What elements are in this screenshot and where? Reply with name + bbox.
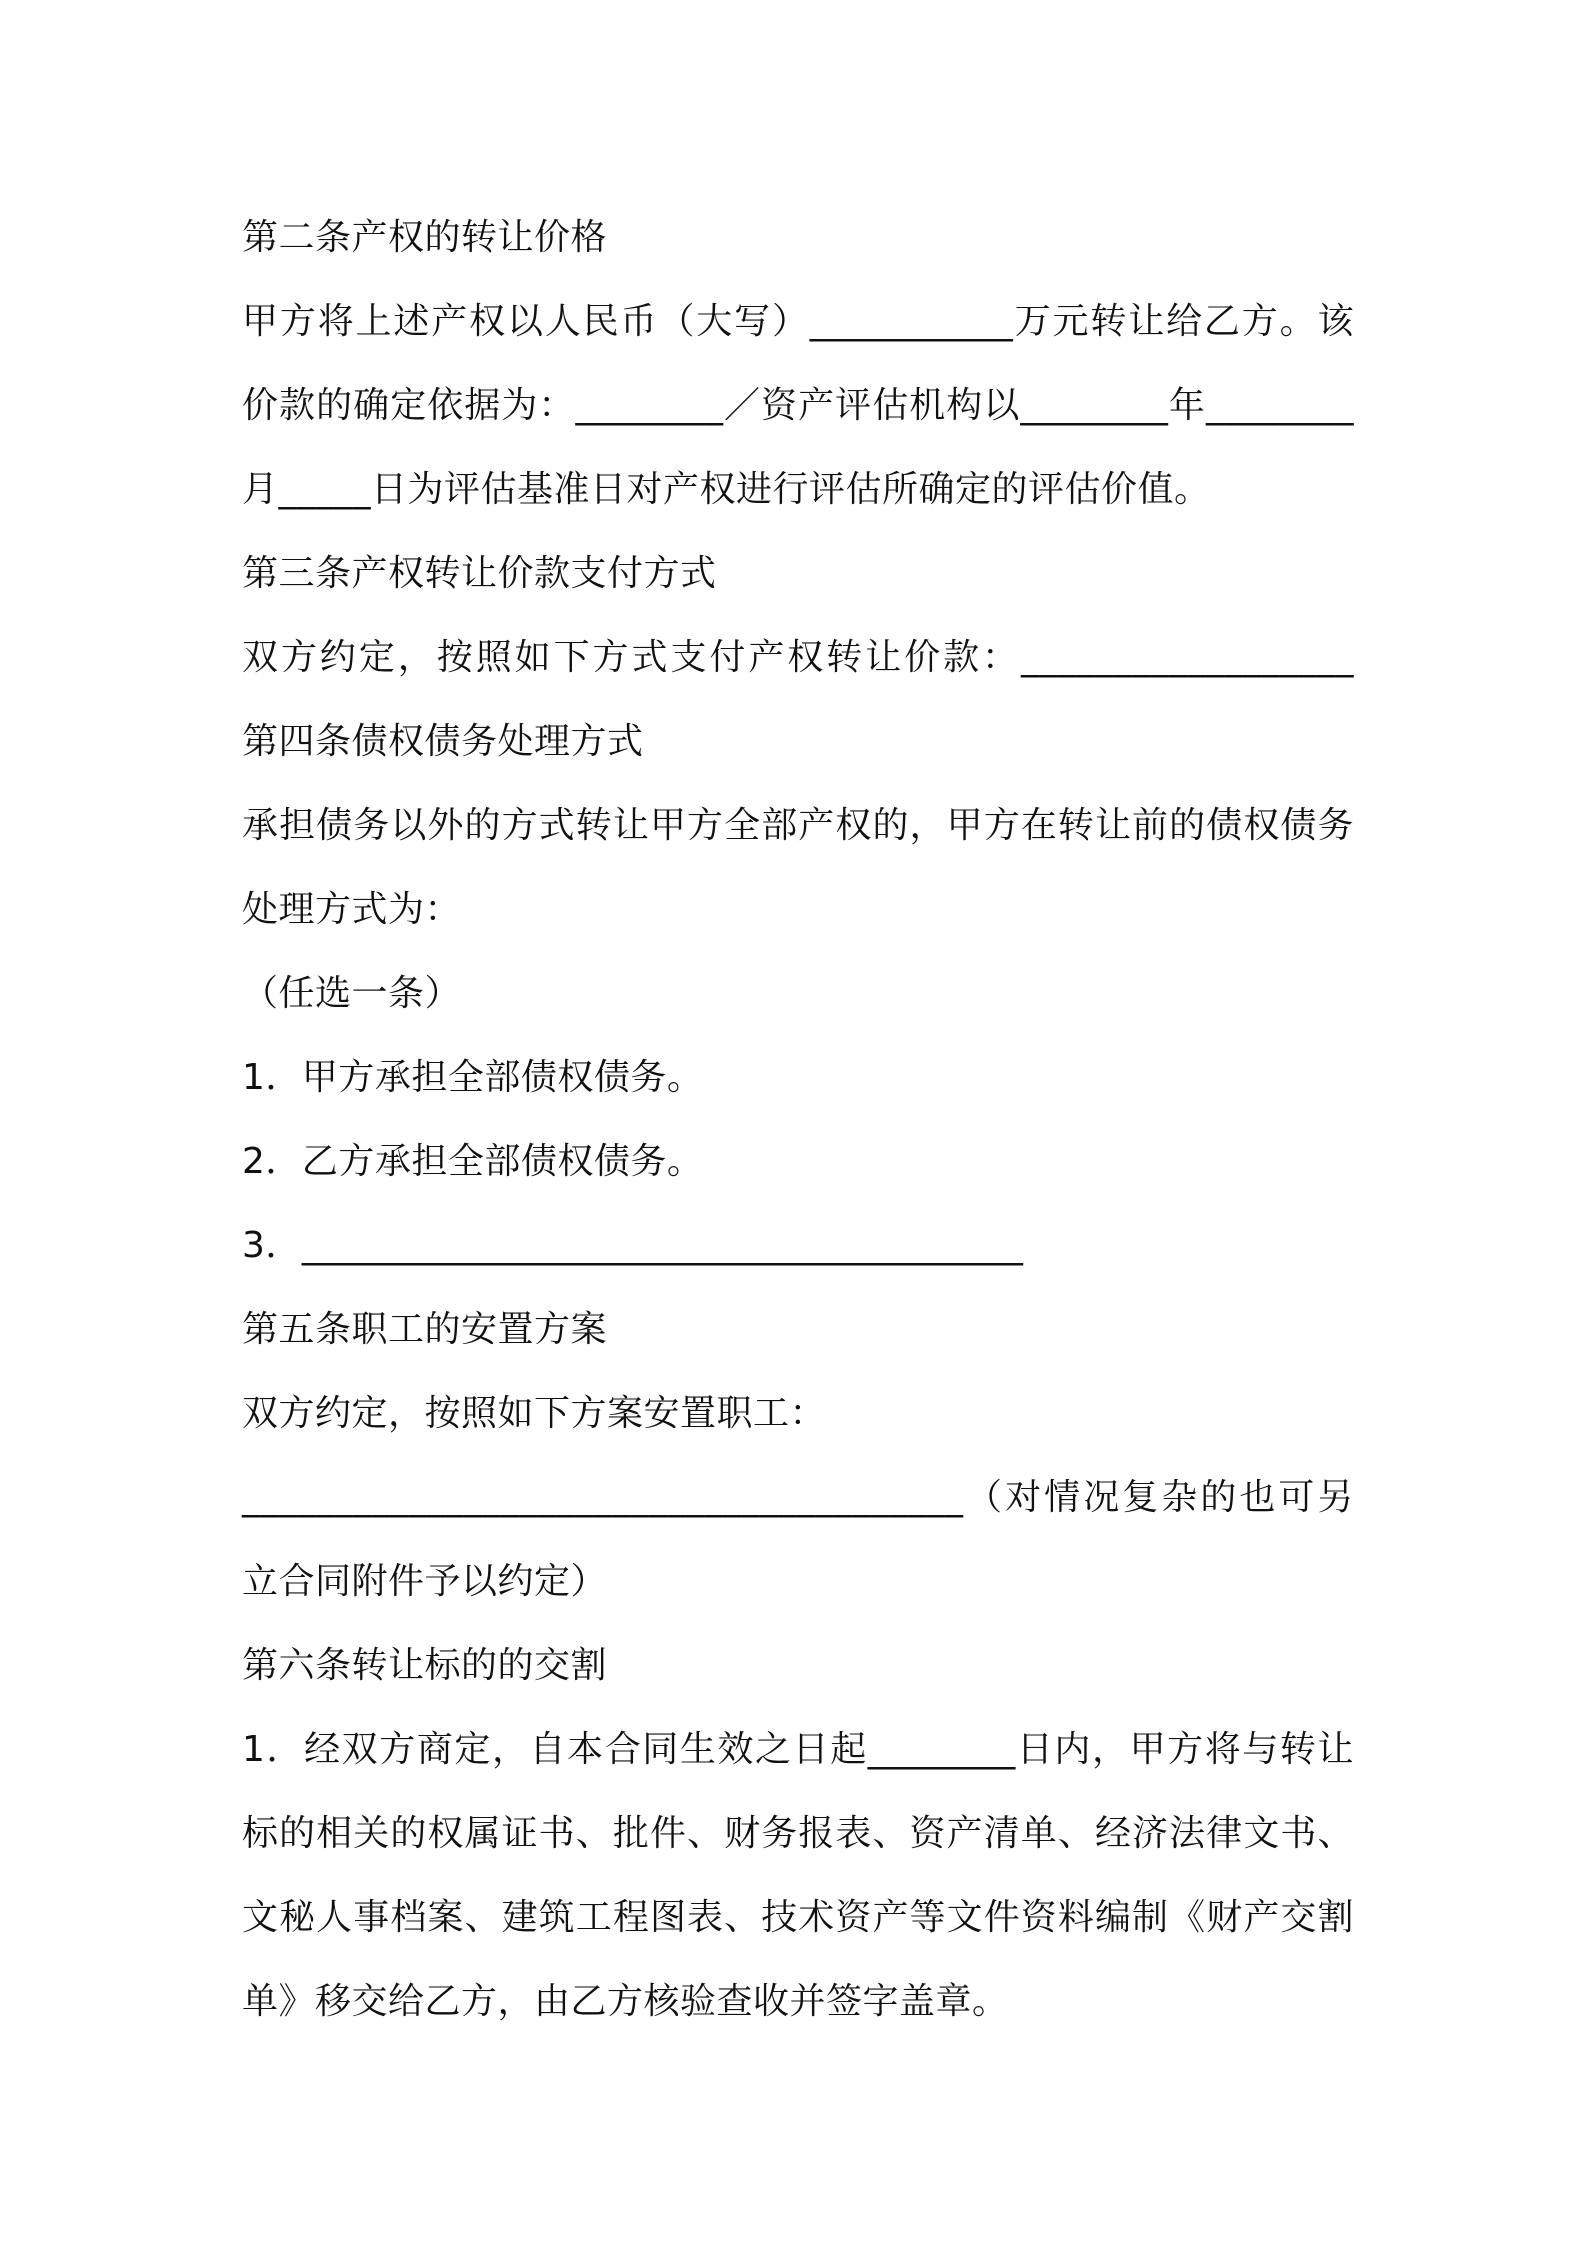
document-body bbox=[242, 196, 1354, 2044]
paragraph-line: 文秘人事档案、建筑工程图表、技术资产等文件资料编制《财产交割 bbox=[242, 1897, 1354, 1938]
paragraph-line: _______________________________________（对情况复杂的也可另 bbox=[242, 1477, 1354, 1518]
section-heading: 第三条产权转让价款支付方式 bbox=[242, 553, 717, 594]
paragraph-line: 2．乙方承担全部债权债务。 bbox=[242, 1141, 704, 1182]
section-heading: 第四条债权债务处理方式 bbox=[242, 721, 644, 762]
paragraph-line: 处理方式为： bbox=[242, 889, 462, 930]
paragraph-line: 价款的确定依据为：________／资产评估机构以________年________ bbox=[242, 385, 1354, 426]
paragraph-line: 承担债务以外的方式转让甲方全部产权的，甲方在转让前的债权债务 bbox=[242, 805, 1354, 846]
paragraph-line: 标的相关的权属证书、批件、财务报表、资产清单、经济法律文书、 bbox=[242, 1813, 1354, 1854]
paragraph-line: （任选一条） bbox=[242, 973, 462, 1014]
paragraph-line: 月_____日为评估基准日对产权进行评估所确定的评估价值。 bbox=[242, 469, 1211, 510]
paragraph-line: 双方约定，按照如下方式支付产权转让价款：__________________ bbox=[242, 637, 1354, 678]
paragraph-line: 1．经双方商定，自本合同生效之日起________日内，甲方将与转让 bbox=[242, 1729, 1354, 1770]
paragraph-line: 单》移交给乙方，由乙方核验查收并签字盖章。 bbox=[242, 1981, 1009, 2022]
paragraph-line: 双方约定，按照如下方案安置职工： bbox=[242, 1393, 827, 1434]
paragraph-line: 立合同附件予以约定） bbox=[242, 1561, 608, 1602]
paragraph-line: 3．_______________________________________ bbox=[242, 1225, 1024, 1266]
section-heading: 第二条产权的转让价格 bbox=[242, 217, 608, 258]
section-heading: 第五条职工的安置方案 bbox=[242, 1309, 608, 1350]
section-heading: 第六条转让标的的交割 bbox=[242, 1645, 608, 1686]
paragraph-line: 甲方将上述产权以人民币（大写）___________万元转让给乙方。该 bbox=[242, 301, 1354, 342]
paragraph-line: 1．甲方承担全部债权债务。 bbox=[242, 1057, 704, 1098]
